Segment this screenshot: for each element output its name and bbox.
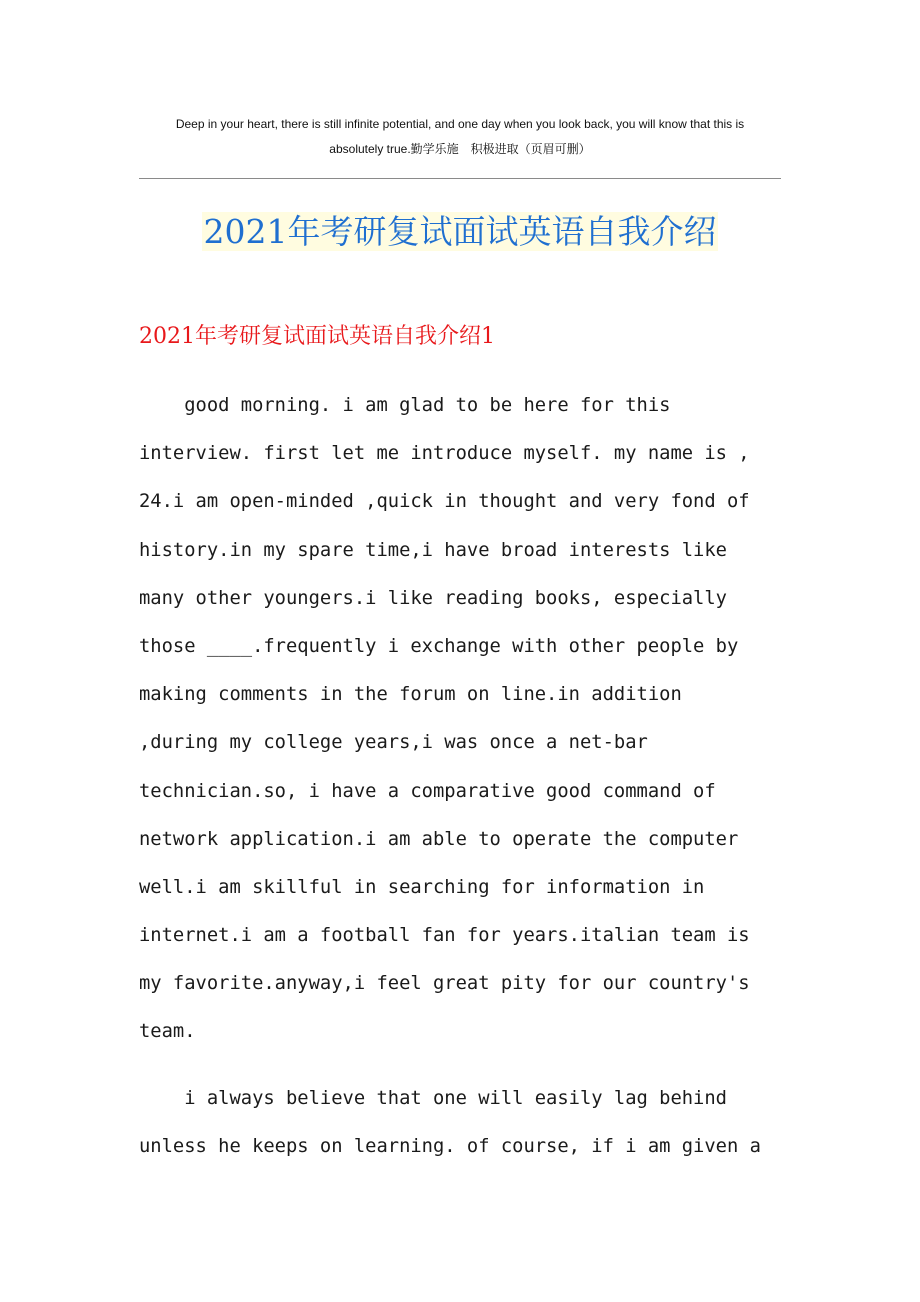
paragraph-line: ,during my college years,i was once a net-bar <box>139 732 648 754</box>
section-heading: 2021年考研复试面试英语自我介绍1 <box>139 324 495 349</box>
header-line-1: Deep in your heart, there is still infinite potential, and one day when you look back, you will know that this is <box>175 117 745 131</box>
page-header <box>139 112 781 162</box>
paragraph-line: i always believe that one will easily lag behind <box>139 1088 727 1109</box>
document-title-text: 2021年考研复试面试英语自我介绍 <box>203 212 717 251</box>
paragraph-line: history.in my spare time,i have broad interests like <box>139 539 727 561</box>
paragraph-line: team. <box>139 1021 196 1043</box>
paragraph-line: 24.i am open-minded ,quick in thought and very fond of <box>139 491 750 513</box>
document-title <box>0 204 920 260</box>
paragraph-line: interview. first let me introduce myself. my name is , <box>139 443 750 465</box>
paragraph-line: network application.i am able to operate the computer <box>139 828 739 850</box>
paragraph-line: technician.so, i have a comparative good command of <box>139 780 716 802</box>
paragraph-line: those ____.frequently i exchange with other people by <box>139 635 739 657</box>
paragraph-line: well.i am skillful in searching for information in <box>139 876 705 898</box>
paragraph-line: making comments in the forum on line.in addition <box>139 684 682 706</box>
body-paragraph-2 <box>139 1075 789 1171</box>
paragraph-line: unless he keeps on learning. of course, if i am given a <box>139 1136 761 1158</box>
paragraph-line: internet.i am a football fan for years.italian team is <box>139 925 750 947</box>
paragraph-line: many other youngers.i like reading books, especially <box>139 587 727 609</box>
header-divider <box>139 178 781 179</box>
paragraph-line: good morning. i am glad to be here for this <box>139 395 671 416</box>
body-paragraph-1 <box>139 382 789 1057</box>
paragraph-line: my favorite.anyway,i feel great pity for our country's <box>139 973 750 995</box>
header-line-2: absolutely true.勤学乐施 积极进取（页眉可删） <box>329 142 591 156</box>
